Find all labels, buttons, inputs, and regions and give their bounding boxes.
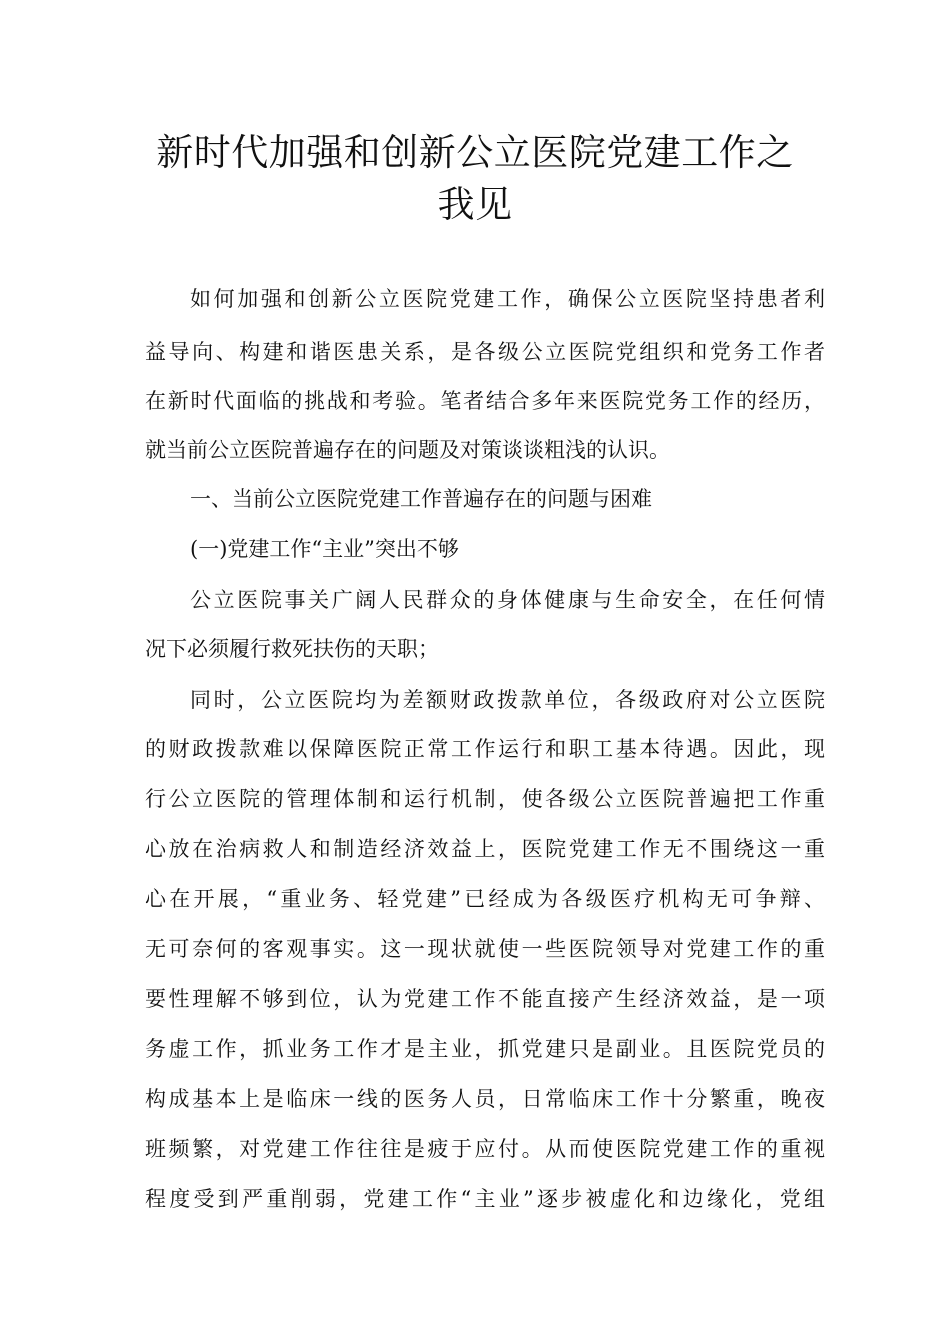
body-line: 的财政拨款难以保障医院正常工作运行和职工基本待遇。因此，现 — [145, 737, 825, 761]
body-line: 益导向、构建和谐医患关系，是各级公立医院党组织和党务工作者 — [145, 340, 825, 364]
body-line: 行公立医院的管理体制和运行机制，使各级公立医院普遍把工作重 — [145, 787, 825, 811]
body-line: 就当前公立医院普遍存在的问题及对策谈谈粗浅的认识。 — [145, 438, 670, 462]
document-title-line-1: 新时代加强和创新公立医院党建工作之 — [156, 131, 794, 174]
body-line: 况下必须履行救死扶伤的天职； — [145, 637, 439, 661]
section-heading: 一、当前公立医院党建工作普遍存在的问题与困难 — [190, 487, 652, 511]
body-line: 无可奈何的客观事实。这一现状就使一些医院领导对党建工作的重 — [145, 937, 825, 961]
body-line: 要性理解不够到位，认为党建工作不能直接产生经济效益，是一项 — [145, 987, 825, 1011]
body-line: 同时，公立医院均为差额财政拨款单位，各级政府对公立医院 — [190, 688, 825, 712]
body-line: 班频繁，对党建工作往往是疲于应付。从而使医院党建工作的重视 — [145, 1137, 825, 1161]
body-line: 在新时代面临的挑战和考验。笔者结合多年来医院党务工作的经历， — [145, 389, 825, 413]
body-line: 程度受到严重削弱，党建工作“主业”逐步被虚化和边缘化，党组 — [145, 1187, 825, 1211]
document-title-line-2: 我见 — [437, 183, 513, 226]
body-line: 公立医院事关广阔人民群众的身体健康与生命安全，在任何情 — [190, 588, 825, 612]
body-line: 构成基本上是临床一线的医务人员，日常临床工作十分繁重，晚夜 — [145, 1087, 825, 1111]
subsection-heading: (一)党建工作“主业”突出不够 — [190, 537, 459, 561]
body-line: 心放在治病救人和制造经济效益上，医院党建工作无不围绕这一重 — [145, 837, 825, 861]
body-line: 心在开展，“重业务、轻党建”已经成为各级医疗机构无可争辩、 — [145, 887, 825, 911]
body-line: 如何加强和创新公立医院党建工作，确保公立医院坚持患者利 — [190, 287, 825, 311]
body-line: 务虚工作，抓业务工作才是主业，抓党建只是副业。且医院党员的 — [145, 1037, 825, 1061]
